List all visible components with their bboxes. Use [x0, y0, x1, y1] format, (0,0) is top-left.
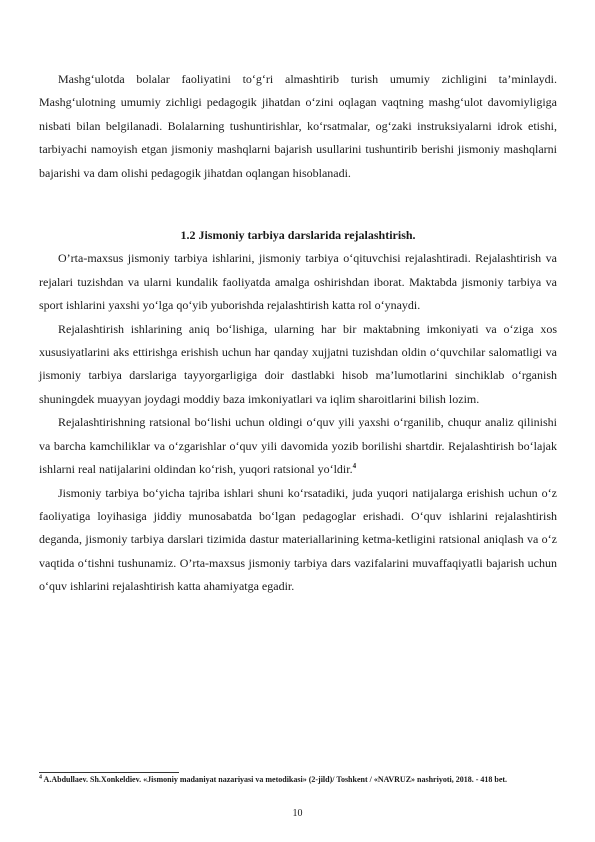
page-number: 10 — [292, 808, 303, 819]
paragraph-1: O’rta-maxsus jismoniy tarbiya ishlarini, jismoniy tarbiya o‘qituvchisi rejalashtiradi. Rejalashtirish va rejalari tuzishdan va ularni kundalik faoliyatda amalga oshirishdan iborat. Maktabda jismoniy tarbiya va sport ishlarini yaxshi yo‘lga qo‘yib yuborishda rejalashtirish katta rol o‘ynaydi. — [39, 251, 557, 313]
section-heading: 1.2 Jismoniy tarbiya darslarida rejalashtirish. — [180, 228, 416, 243]
footnote-divider — [39, 772, 179, 773]
footnote-reference[interactable]: 4 — [352, 462, 357, 471]
footnote-text: A.Abdullaev. Sh.Xonkeldiev. «Jismoniy madaniyat nazariyasi va metodikasi» (2-jild)/ Toshkent / «NAVRUZ» nashriyoti, 2018. - 418 bet. — [42, 775, 508, 784]
spacer — [39, 185, 557, 203]
paragraph-2: Rejalashtirish ishlarining aniq bo‘lishiga, ularning har bir maktabning imkoniyati va o‘ziga xos xususiyatlarini aks ettirishga erishish uchun har qanday xujjatni tuzishdan oldin o‘quvchilar salomatligi va jismoniy tarbiya darslariga tayyorgarligiga doir dastlabki hisob ma’lumotlarini sinchiklab o‘rganish shuningdek muayyan joydagi moddiy baza imkoniyatlari va iqlim sharoitlarini bilish lozim. — [39, 321, 557, 406]
paragraph-3-text: Rejalashtirishning ratsional bo‘lishi uchun oldingi o‘quv yili yaxshi o‘rganilib, chuqur analiz qilinishi va barcha kamchiliklar va o‘zgarishlar o‘quv yili davomida yozib borilishi shartdir. Rejalashtirish bo‘lajak ishlarni real natijalarini oldindan ko‘rish, yuqori ratsional yo‘ldir. — [39, 415, 557, 477]
paragraph-4: Jismoniy tarbiya bo‘yicha tajriba ishlari shuni ko‘rsatadiki, juda yuqori natijalarga erishish uchun o‘z faoliyatiga loyihasiga jiddiy munosabatda bo‘lgan pedagoglar erishadi. O‘quv ishlarini rejalashtirish deganda, jismoniy tarbiya darslari tizimida dastur materiallarining ketma-ketligini ratsional aniqlash va o‘z vaqtida o‘tishni tushunamiz. O’rta-maxsus jismoniy tarbiya dars vazifalarini muvaffaqiyatli bajarish uchun o‘quv ishlarini rejalashtirish katta ahamiyatga egadir. — [39, 485, 557, 594]
footnote — [39, 775, 557, 785]
page-content — [39, 68, 557, 599]
footnote-mark: 4 — [39, 774, 42, 781]
paragraph-intro: Mashg‘ulotda bolalar faoliyatini to‘g‘ri almashtirib turish umumiy zichligini ta’minlaydi. Mashg‘ulotning umumiy zichligi pedagogik jihatdan o‘zini oqlagan vaqtning mashg‘ulot davomiyligiga nisbati bilan belgilanadi. Bolalarning tushuntirishlar, ko‘rsatmalar, og‘zaki instruksiyalarni idrok etishi, tarbiyachi namoyish etgan jismoniy mashqlarni bajarish usullarini tushuntirib berishi jismoniy mashqlarni bajarishi va dam olishi pedagogik jihatdan oqlangan hisoblanadi. — [39, 72, 557, 180]
paragraph-3 — [39, 411, 557, 481]
